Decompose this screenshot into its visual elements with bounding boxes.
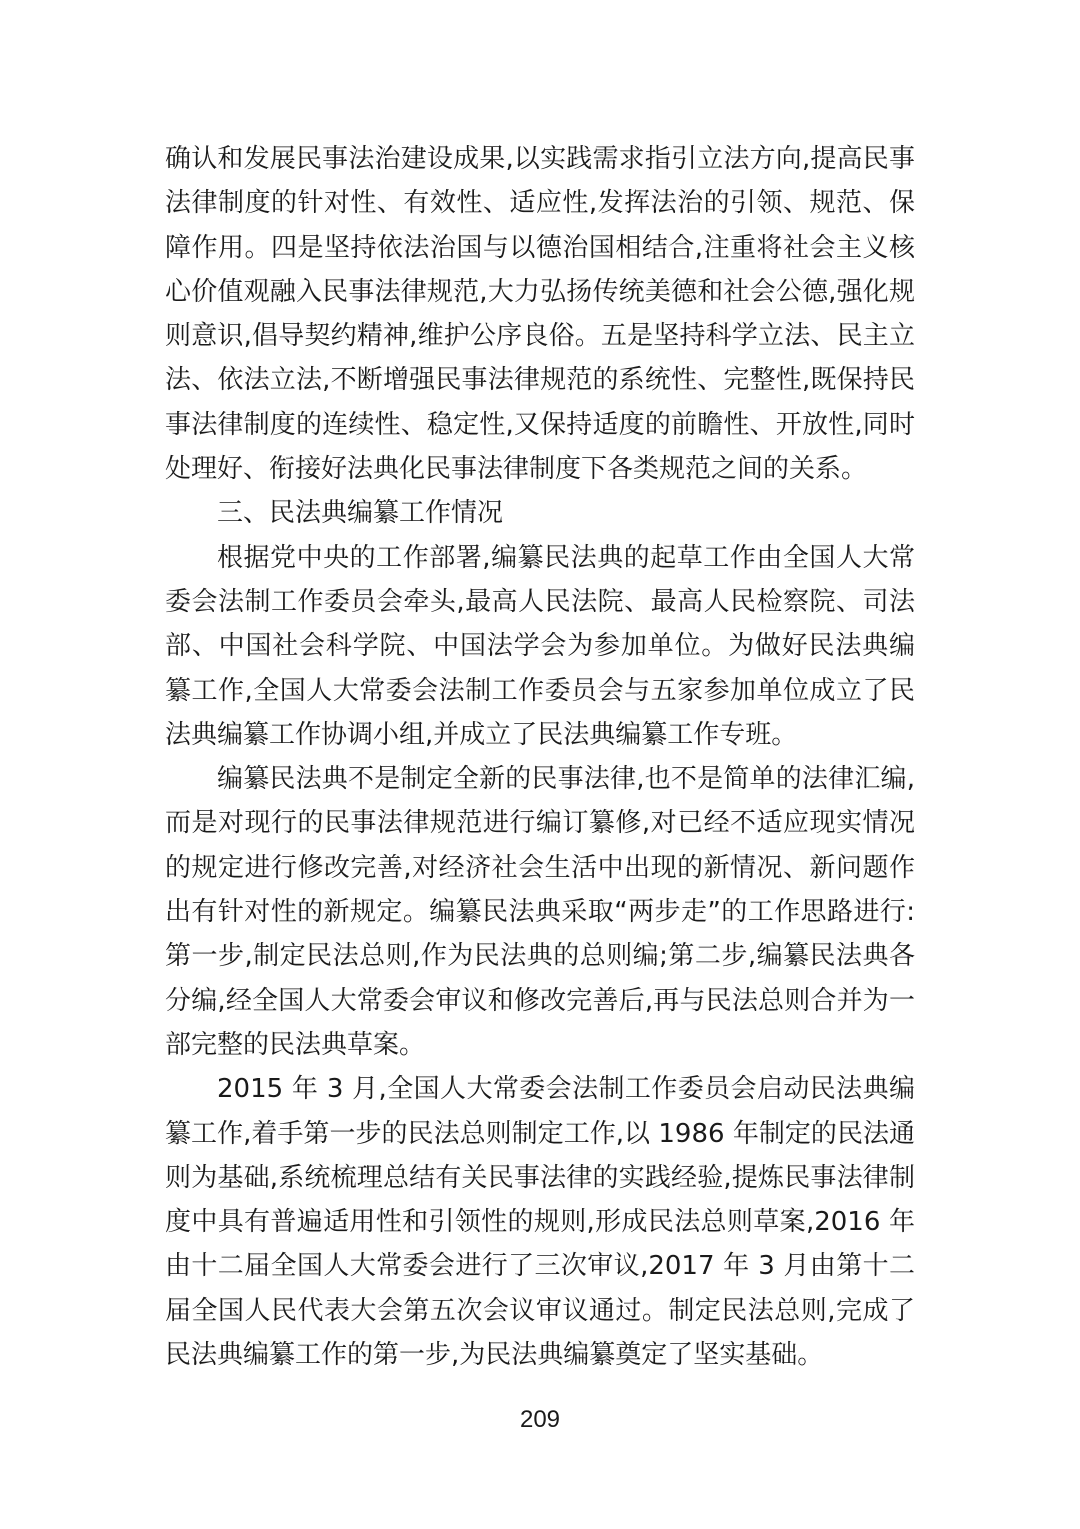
section-heading: 三、民法典编纂工作情况: [217, 498, 504, 529]
page-number: 209: [519, 1406, 561, 1433]
paragraph: 编纂民法典不是制定全新的民事法律,也不是简单的法律汇编,而是对现行的民事法律规范进行编订纂修,对已经不适应现实情况的规定进行修改完善,对经济社会生活中出现的新情况、新问题作出有针对性的新规定。编纂民法典采取“两步走”的工作思路进行:第一步,制定民法总则,作为民法典的总则编;第二步,编纂民法典各分编,经全国人大常委会审议和修改完善后,再与民法总则合并为一部完整的民法典草案。: [165, 764, 915, 1060]
paragraph-continued: 确认和发展民事法治建设成果,以实践需求指引立法方向,提高民事法律制度的针对性、有效性、适应性,发挥法治的引领、规范、保障作用。四是坚持依法治国与以德治国相结合,注重将社会主义核心价值观融入民事法律规范,大力弘扬传统美德和社会公德,强化规则意识,倡导契约精神,维护公序良俗。五是坚持科学立法、民主立法、依法立法,不断增强民事法律规范的系统性、完整性,既保持民事法律制度的连续性、稳定性,又保持适度的前瞻性、开放性,同时处理好、衔接好法典化民事法律制度下各类规范之间的关系。: [165, 144, 915, 485]
paragraph: 2015 年 3 月,全国人大常委会法制工作委员会启动民法典编纂工作,着手第一步的民法总则制定工作,以 1986 年制定的民法通则为基础,系统梳理总结有关民事法律的实践经验,提炼民事法律制度中具有普遍适用性和引领性的规则,形成民法总则草案,2016 年由十二届全国人大常委会进行了三次审议,2017 年 3 月由第十二届全国人民代表大会第五次会议审议通过。制定民法总则,完成了民法典编纂工作的第一步,为民法典编纂奠定了坚实基础。: [165, 1074, 915, 1371]
paragraph: 根据党中央的工作部署,编纂民法典的起草工作由全国人大常委会法制工作委员会牵头,最高人民法院、最高人民检察院、司法部、中国社会科学院、中国法学会为参加单位。为做好民法典编纂工作,全国人大常委会法制工作委员会与五家参加单位成立了民法典编纂工作协调小组,并成立了民法典编纂工作专班。: [165, 542, 915, 750]
body-text: [165, 137, 915, 1377]
